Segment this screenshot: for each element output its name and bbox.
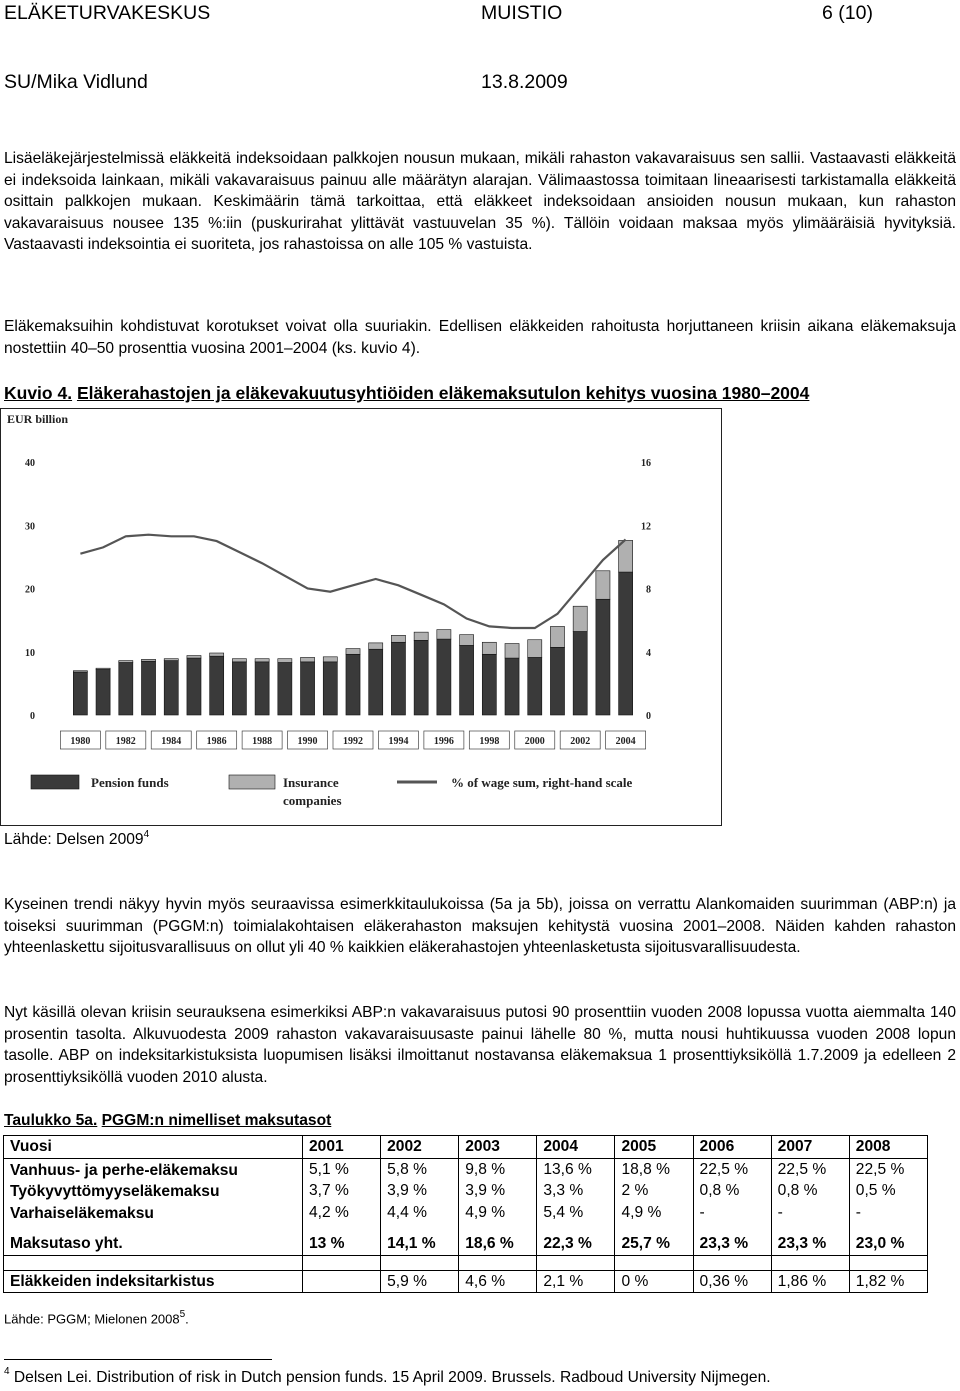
chart-left-tick-label: 30 bbox=[25, 521, 35, 533]
x-tick-label: 1986 bbox=[206, 736, 227, 747]
table-col-2004 bbox=[537, 1158, 615, 1224]
footnote-rule bbox=[4, 1359, 272, 1360]
bar-insurance-companies bbox=[73, 671, 87, 672]
table-caption-label: Taulukko 5a. bbox=[4, 1112, 98, 1129]
bar-insurance-companies bbox=[346, 649, 360, 655]
bar-pension-funds bbox=[414, 640, 428, 715]
chart-left-tick-label: 10 bbox=[25, 647, 35, 659]
total-cell: 23,0 % bbox=[849, 1233, 927, 1255]
table-cell: 3,7 % bbox=[309, 1182, 349, 1199]
table-header-cell: 2006 bbox=[693, 1136, 771, 1159]
x-tick-label: 2000 bbox=[524, 736, 545, 747]
total-cell: 23,3 % bbox=[693, 1233, 771, 1255]
bar-pension-funds bbox=[73, 672, 87, 715]
bar-pension-funds bbox=[187, 658, 201, 715]
table-cell: 0,8 % bbox=[777, 1182, 818, 1199]
chart-left-tick-label: 20 bbox=[25, 584, 35, 596]
footnote-text: Delsen Lei. Distribution of risk in Dutch pension funds. 15 April 2009. Brussels. Radboud University Nijmegen. bbox=[13, 1369, 771, 1387]
table-index-row bbox=[4, 1270, 928, 1293]
figure-caption-title: Eläkerahastojen ja eläkevakuutusyhtiöiden eläkemaksutulon kehitys vuosina 1980–2004 bbox=[76, 383, 810, 403]
index-cell: 0 % bbox=[615, 1270, 693, 1293]
bar-insurance-companies bbox=[391, 635, 405, 642]
table-source-text: Lähde: PGGM; Mielonen 2008 bbox=[4, 1311, 180, 1327]
bar-pension-funds bbox=[323, 662, 337, 715]
table-spacer-row bbox=[4, 1255, 928, 1270]
total-cell: 22,3 % bbox=[537, 1233, 615, 1255]
row-label: Varhaiseläkemaksu bbox=[10, 1204, 154, 1222]
bar-pension-funds bbox=[232, 662, 246, 715]
bar-insurance-companies bbox=[573, 606, 587, 631]
index-cell: 5,9 % bbox=[381, 1270, 459, 1293]
x-tick-label: 1992 bbox=[343, 736, 363, 747]
table-total-row bbox=[4, 1233, 928, 1255]
table-header-cell: 2003 bbox=[459, 1136, 537, 1159]
chart-unit-label: EUR billion bbox=[7, 412, 69, 426]
index-cell: 1,86 % bbox=[771, 1270, 849, 1293]
bar-pension-funds bbox=[164, 661, 178, 715]
bar-pension-funds bbox=[391, 642, 405, 715]
chart-right-tick-label: 12 bbox=[641, 521, 651, 533]
bar-pension-funds bbox=[596, 599, 610, 715]
chart-right-tick-label: 0 bbox=[646, 711, 651, 722]
bar-pension-funds bbox=[460, 645, 474, 715]
bar-pension-funds bbox=[369, 649, 383, 715]
bar-pension-funds bbox=[96, 669, 110, 715]
bar-insurance-companies bbox=[141, 659, 155, 661]
table-cell: 4,4 % bbox=[387, 1203, 427, 1221]
bar-pension-funds bbox=[573, 632, 587, 715]
bar-pension-funds bbox=[505, 658, 519, 715]
document-type: MUISTIO bbox=[481, 2, 563, 24]
x-tick-label: 1988 bbox=[252, 736, 273, 747]
total-cell: 14,1 % bbox=[381, 1233, 459, 1255]
figure-caption-label: Kuvio 4. bbox=[4, 383, 73, 403]
table-caption bbox=[4, 1112, 331, 1130]
bar-pension-funds bbox=[437, 639, 451, 715]
table-source-end: . bbox=[185, 1311, 189, 1327]
bar-insurance-companies bbox=[164, 659, 178, 661]
bar-pension-funds bbox=[141, 661, 155, 715]
table-header-cell: 2002 bbox=[381, 1136, 459, 1159]
bar-insurance-companies bbox=[437, 630, 451, 639]
total-cell: 18,6 % bbox=[459, 1233, 537, 1255]
table-col-2008 bbox=[849, 1158, 927, 1224]
x-tick-label: 1996 bbox=[433, 736, 454, 747]
bar-pension-funds bbox=[301, 662, 315, 715]
total-cell: 23,3 % bbox=[771, 1233, 849, 1255]
table-cell: - bbox=[699, 1203, 705, 1221]
table-col-2003 bbox=[459, 1158, 537, 1224]
x-tick-label: 1994 bbox=[388, 736, 409, 747]
paragraph-indexation: Lisäeläkejärjestelmissä eläkkeitä indeksoidaan palkkojen nousun mukaan, mikäli rahaston vakavaraisuus sen sallii. Vastaavasti eläkkeitä ei indeksoida lainkaan, mikäli vakavaraisuus painuu alle määrätyn alarajan. Välimaastossa toimitaan lineaarisesti tarkistamalla eläkkeitä osittain palkkojen mukaan. Keskimäärin tämä tarkoittaa, että eläkkeet indeksoidaan ansioiden nousun mukaan, kun rahaston vakavaraisuus nousee 135 %:iin (puskurirahat ylittävät vastuuvelan 35 %). Tällöin voidaan maksaa myös ylimääräisiä hyvityksiä. Vastaavasti indeksointia ei suoriteta, jos rahastoissa on alle 105 % vastuista. bbox=[4, 150, 956, 254]
table-cell: 4,9 % bbox=[465, 1203, 506, 1221]
table-header-cell: 2004 bbox=[537, 1136, 615, 1159]
pggm-contribution-table bbox=[3, 1135, 928, 1293]
table-header-cell: 2001 bbox=[303, 1136, 381, 1159]
bar-insurance-companies bbox=[460, 635, 474, 646]
table-header-cell: 2005 bbox=[615, 1136, 693, 1159]
table-cell: 0,8 % bbox=[699, 1182, 740, 1199]
table-cell: 22,5 % bbox=[855, 1160, 905, 1178]
table-header-cell: 2007 bbox=[771, 1136, 849, 1159]
bar-pension-funds bbox=[346, 654, 360, 715]
table-cell: 2 % bbox=[621, 1182, 649, 1199]
x-tick-label: 1990 bbox=[297, 736, 318, 747]
bar-insurance-companies bbox=[528, 640, 542, 658]
document-date: 13.8.2009 bbox=[481, 71, 568, 93]
table-col-2006 bbox=[693, 1158, 771, 1224]
table-cell: 22,5 % bbox=[777, 1160, 827, 1178]
legend-label-insurance-line2: companies bbox=[283, 793, 342, 808]
org-name: ELÄKETURVAKESKUS bbox=[4, 2, 211, 24]
bar-insurance-companies bbox=[278, 659, 292, 663]
row-label: Vanhuus- ja perhe-eläkemaksu bbox=[10, 1161, 238, 1179]
table-header-year: Vuosi bbox=[4, 1136, 303, 1159]
bar-pension-funds bbox=[528, 657, 542, 715]
paragraph-contribution-increases: Eläkemaksuihin kohdistuvat korotukset voivat olla suuriakin. Edellisen eläkkeiden rahoitusta horjuttaneen kriisin aikana eläkemaksuja nostettiin 40–50 prosenttia vuosina 2001–2004 (ks. kuvio 4). bbox=[4, 318, 956, 357]
table-source bbox=[4, 1310, 189, 1326]
table-cell: 5,8 % bbox=[387, 1160, 427, 1178]
table-cell: 3,9 % bbox=[387, 1182, 427, 1199]
bar-pension-funds bbox=[619, 572, 633, 715]
legend-label-pension-funds: Pension funds bbox=[91, 775, 169, 790]
row-label: Työkyvyttömyyseläkemaksu bbox=[10, 1183, 220, 1200]
x-tick-label: 1984 bbox=[161, 736, 182, 747]
chart-svg bbox=[1, 409, 721, 825]
figure-source-ref: 4 bbox=[143, 829, 150, 840]
bar-insurance-companies bbox=[414, 632, 428, 640]
index-cell bbox=[303, 1270, 381, 1293]
table-cell: 22,5 % bbox=[699, 1160, 749, 1178]
bar-insurance-companies bbox=[301, 657, 315, 661]
table-cell: 13,6 % bbox=[543, 1160, 592, 1178]
table-source-ref: 5 bbox=[179, 1309, 186, 1320]
index-label: Eläkkeiden indeksitarkistus bbox=[4, 1270, 303, 1293]
bar-pension-funds bbox=[119, 663, 133, 715]
x-tick-label: 2004 bbox=[615, 736, 636, 747]
index-cell: 1,82 % bbox=[849, 1270, 927, 1293]
x-tick-label: 1982 bbox=[115, 736, 136, 747]
bar-pension-funds bbox=[550, 647, 564, 715]
x-tick-label: 1980 bbox=[70, 736, 91, 747]
bar-insurance-companies bbox=[369, 643, 383, 649]
bar-insurance-companies bbox=[96, 668, 110, 669]
chart-left-tick-label: 40 bbox=[25, 458, 35, 469]
paragraph-abp: Nyt käsillä olevan kriisin seurauksena esimerkiksi ABP:n vakavaraisuus putosi 90 prosenttiin vuoden 2008 lopussa vuotta aiemmalta 140 prosentin tasolta. Alkuvuodesta 2009 rahaston vakavaraisuusaste painui lähelle 80 %, mutta nousi huhtikuussa vuoden 2008 lopun tasolle. ABP on indeksitarkistuksista luopumisen lisäksi ilmoittanut nostavansa eläkemaksua 1 prosenttiyksiköllä 1.7.2009 ja edelleen 2 prosenttiyksiköllä vuoden 2010 alusta. bbox=[4, 1004, 956, 1086]
bar-pension-funds bbox=[482, 654, 496, 715]
table-cell: 4,2 % bbox=[309, 1203, 349, 1221]
table-cell: 5,1 % bbox=[309, 1160, 349, 1178]
total-label: Maksutaso yht. bbox=[4, 1233, 303, 1255]
bar-insurance-companies bbox=[232, 659, 246, 662]
bar-insurance-companies bbox=[505, 644, 519, 659]
index-cell: 0,36 % bbox=[693, 1270, 771, 1293]
chart-right-tick-label: 16 bbox=[641, 458, 651, 469]
bar-insurance-companies bbox=[482, 642, 496, 654]
figure-chart bbox=[0, 408, 722, 826]
table-cell: - bbox=[855, 1203, 861, 1221]
legend-swatch-pension-funds bbox=[31, 775, 79, 789]
table-col-2002 bbox=[381, 1158, 459, 1224]
total-cell: 25,7 % bbox=[615, 1233, 693, 1255]
table-cell: 18,8 % bbox=[621, 1160, 670, 1178]
x-tick-label: 2002 bbox=[570, 736, 591, 747]
bar-insurance-companies bbox=[119, 661, 133, 663]
legend-label-wage-sum: % of wage sum, right-hand scale bbox=[451, 775, 633, 790]
table-spacer-row bbox=[4, 1224, 928, 1233]
bar-insurance-companies bbox=[323, 657, 337, 662]
bar-pension-funds bbox=[255, 662, 269, 715]
paragraph-trend: Kyseinen trendi näkyy hyvin myös seuraavissa esimerkkitaulukoissa (5a ja 5b), joissa on verrattu Alankomaiden suurimman (ABP:n) ja toiseksi suurimman (PGGM:n) toimialakohtaisen eläkerahaston maksujen kehitystä vuosina 2001–2008. Näiden kahden rahaston yhteenlaskettu sijoitusvarallisuus on ollut yli 40 % kaikkien eläkerahastojen yhteenlasketusta sijoitusvarallisuudesta. bbox=[4, 896, 956, 957]
x-tick-label: 1998 bbox=[479, 736, 500, 747]
footnote bbox=[4, 1368, 771, 1387]
line-wage-sum-share bbox=[80, 535, 625, 628]
chart-right-tick-label: 4 bbox=[646, 647, 651, 659]
bar-insurance-companies bbox=[255, 659, 269, 662]
table-col-2005 bbox=[615, 1158, 693, 1224]
bar-insurance-companies bbox=[550, 626, 564, 647]
figure-source-text: Lähde: Delsen 2009 bbox=[4, 831, 144, 849]
bar-insurance-companies bbox=[187, 656, 201, 659]
footnote-number: 4 bbox=[4, 1366, 10, 1377]
table-header-row bbox=[4, 1136, 928, 1159]
bar-pension-funds bbox=[210, 656, 224, 715]
figure-caption bbox=[4, 383, 809, 404]
bar-insurance-companies bbox=[596, 571, 610, 599]
page-number: 6 (10) bbox=[822, 2, 873, 24]
index-cell: 4,6 % bbox=[459, 1270, 537, 1293]
author: SU/Mika Vidlund bbox=[4, 71, 148, 93]
table-caption-title: PGGM:n nimelliset maksutasot bbox=[101, 1112, 332, 1129]
table-cell: - bbox=[777, 1203, 783, 1221]
table-cell: 0,5 % bbox=[855, 1182, 896, 1199]
table-col-2001 bbox=[303, 1158, 381, 1224]
bar-pension-funds bbox=[278, 663, 292, 715]
legend-swatch-insurance-companies bbox=[229, 775, 275, 789]
figure-source bbox=[4, 830, 149, 849]
index-cell: 2,1 % bbox=[537, 1270, 615, 1293]
chart-left-tick-label: 0 bbox=[30, 711, 35, 722]
table-row-labels bbox=[4, 1158, 303, 1224]
bar-insurance-companies bbox=[210, 653, 224, 656]
table-cell: 3,9 % bbox=[465, 1182, 506, 1199]
total-cell: 13 % bbox=[303, 1233, 381, 1255]
chart-right-tick-label: 8 bbox=[646, 584, 651, 596]
table-cell: 9,8 % bbox=[465, 1160, 506, 1178]
table-body-row bbox=[4, 1158, 928, 1224]
table-cell: 4,9 % bbox=[621, 1203, 662, 1221]
table-cell: 3,3 % bbox=[543, 1182, 584, 1199]
table-col-2007 bbox=[771, 1158, 849, 1224]
table-header-cell: 2008 bbox=[849, 1136, 927, 1159]
table-cell: 5,4 % bbox=[543, 1203, 584, 1221]
legend-label-insurance-line1: Insurance bbox=[283, 775, 339, 790]
